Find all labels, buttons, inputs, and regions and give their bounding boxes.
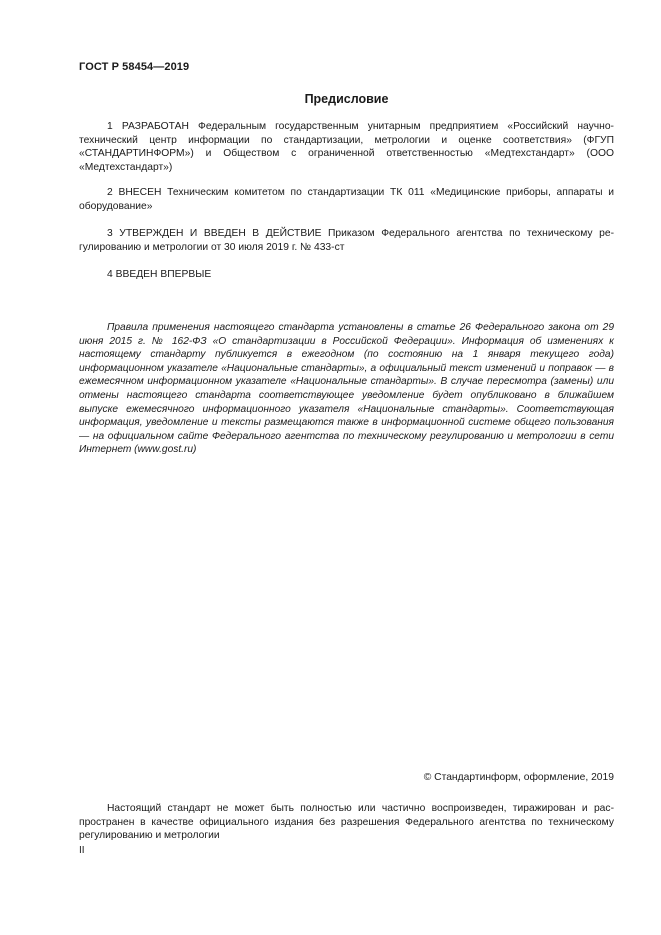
foreword-item-3: 3 УТВЕРЖДЕН И ВВЕДЕН В ДЕЙСТВИЕ Приказом Федерального агентства по техническому регулированию и метрологии от 30 июля 2019 г. № 433-ст — [79, 228, 614, 253]
page-number: II — [79, 845, 85, 856]
foreword-item-1: 1 РАЗРАБОТАН Федеральным государственным унитарным предприятием «Российский научно-технический центр информации по стандартизации, метрологии и оценке соответствия» (ФГУП «СТАНДАРТИНФОРМ») и Обществом с ограниченной ответственностью «Медтехстандарт» (ООО «Медтехстандарт») — [79, 121, 614, 173]
standard-id-header: ГОСТ Р 58454—2019 — [79, 61, 190, 73]
foreword-title: Предисловие — [304, 92, 389, 106]
copyright-line: © Стандартинформ, оформление, 2019 — [423, 772, 614, 783]
foreword-item-4: 4 ВВЕДЕН ВПЕРВЫЕ — [107, 269, 212, 280]
usage-rules-notice: Правила применения настоящего стандарта установлены в статье 26 Федерального закона от 29 июня 2015 г. № 162-ФЗ «О стандартизации в Российской Федерации». Информация об изменениях к настоящему стандарту публикуется в ежегодном (по состоянию на 1 января текущего года) информационном указателе «Национальные стандарты», а официальный текст изменений и поправок — в ежемесячном информационном указателе «Национальные стандарты». В случае пересмотра (замены) или отмены настоящего стандарта соответствующее уведомление будет опубликовано в ближайшем выпуске ежемесячного информационного указателя «Национальные стандарты». Соответствующая информация, уведомление и тексты размещаются также в информационной системе общего пользования — на официальном сайте Федерального агентства по техническому регулированию и метрологии в сети Интернет (www.gost.ru) — [79, 322, 614, 456]
foreword-item-2: 2 ВНЕСЕН Техническим комитетом по стандартизации ТК 011 «Медицинские приборы, аппараты и оборудование» — [79, 187, 614, 212]
reproduction-notice: Настоящий стандарт не может быть полностью или частично воспроизведен, тиражирован и распространен в качестве официального издания без разрешения Федерального агентства по техническому регулированию и метрологии — [79, 803, 614, 842]
